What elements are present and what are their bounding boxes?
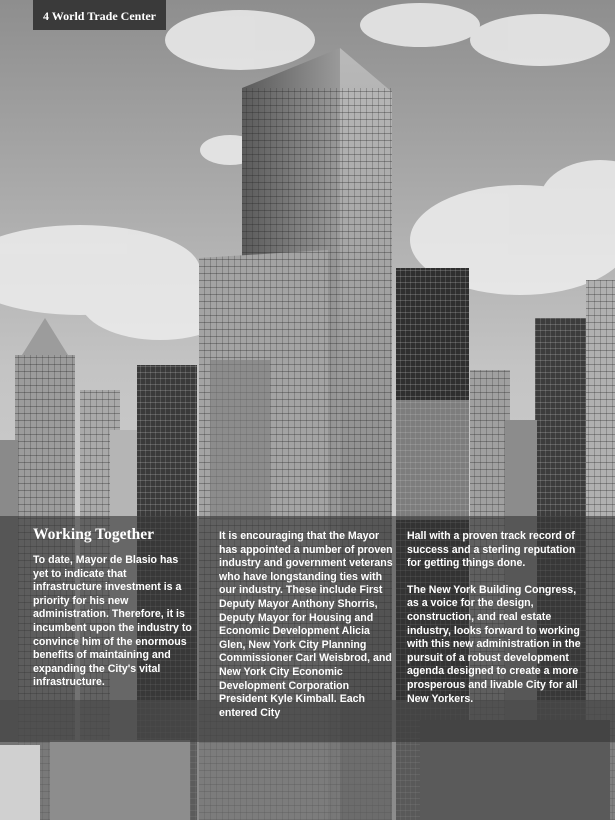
article-column-3: [407, 530, 582, 719]
paragraph: To date, Mayor de Blasio has yet to indicate that infrastructure investment is a priority for his new administration. Therefore, it is incumbent upon the industry to convince him of the enormous benefits of maintaining and expanding the City's vital infrastructure.: [33, 554, 192, 689]
paragraph: The New York Building Congress, as a voice for the design, construction, and real estate industry, looks forward to working with this new administration in the pursuit of a robust development agenda designed to create a more prosperous and livable City for all New Yorkers.: [407, 583, 581, 705]
paragraph: Hall with a proven track record of success and a sterling reputation for getting things done.: [407, 530, 576, 570]
paragraph: It is encouraging that the Mayor has appointed a number of proven industry and government veterans who have longstanding ties with our industry. These include First Deputy Mayor Anthony Shorris, Deputy Mayor for Housing and Economic Development Alicia Glen, New York City Planning Commissioner Carl Weisbrod, and New York City Economic Development Corporation President Kyle Kimball. Each entered City: [219, 530, 393, 719]
article-column-2: [219, 530, 399, 733]
photo-caption: 4 World Trade Center: [33, 0, 166, 30]
article-heading: Working Together: [33, 526, 155, 543]
article-band: [0, 516, 615, 742]
article-column-1: [33, 526, 195, 703]
